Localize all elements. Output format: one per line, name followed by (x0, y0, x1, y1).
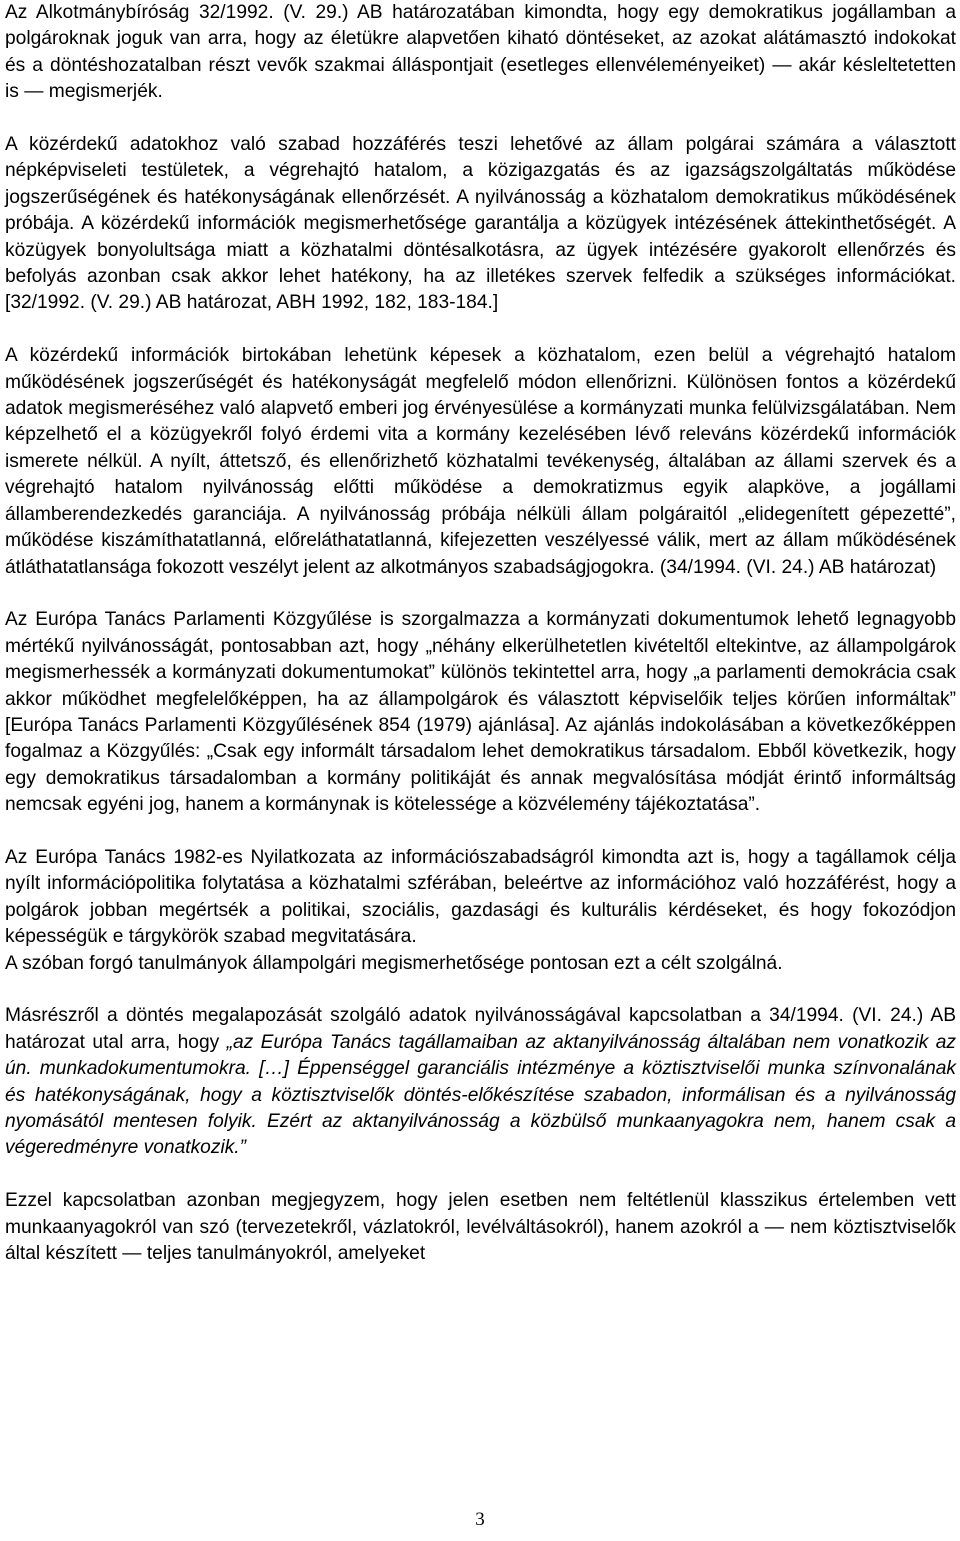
paragraph-spacer (5, 1162, 956, 1188)
paragraph-spacer (5, 106, 956, 132)
paragraph-2: A közérdekű adatokhoz való szabad hozzáférés teszi lehetővé az állam polgárai számára a választott népképviseleti testületek, a végrehajtó hatalom, a közigazgatás és az igazságszolgáltatás működése jogszerűségének és hatékonyságának ellenőrzését. A nyilvánosság a közhatalom demokratikus működésének próbája. A közérdekű információk megismerhetősége garantálja a közügyek intézésének áttekinthetőségét. A közügyek bonyolultsága miatt a közhatalmi döntésalkotásra, az ügyek intézésére gyakorolt ellenőrzés és befolyás azonban csak akkor lehet hatékony, ha az illetékes szervek felfedik a szükséges információkat. [32/1992. (V. 29.) AB határozat, ABH 1992, 182, 183-184.] (5, 134, 956, 314)
page-number: 3 (475, 1509, 485, 1530)
paragraph-spacer (5, 977, 956, 1003)
paragraph-7 (5, 1003, 956, 1161)
paragraph-6: A szóban forgó tanulmányok állampolgári megismerhetősége pontosan ezt a célt szolgálná. (5, 952, 783, 974)
paragraph-7-quote: „az Európa Tanács tagállamaiban az aktanyilvánosság általában nem vonatkozik az ún. munkadokumentumokra. […] Éppenséggel garanciális intézménye a köztisztviselői munka színvonalának és hatékonyságának, hogy a köztisztviselők döntés-előkészítése szabadon, informálisan és a nyilvánosság nyomásától mentesen folyik. Ezért az aktanyilvánosság a közbülső munkaanyagokra nem, hanem csak a végeredményre vonatkozik.” (5, 1031, 956, 1159)
paragraph-spacer (5, 581, 956, 607)
paragraph-spacer (5, 317, 956, 343)
document-page (5, 0, 956, 1267)
paragraph-7-intro: Másrészről a döntés megalapozását szolgáló adatok nyilvánosságával kapcsolatban a 34/1994. (VI. 24.) AB határozat utal arra, hogy (5, 1005, 956, 1053)
paragraph-8: Ezzel kapcsolatban azonban megjegyzem, hogy jelen esetben nem feltétlenül klasszikus értelemben vett munkaanyagokról van szó (tervezetekről, vázlatokról, levélváltásokról), hanem azokról a — nem köztisztviselők által készített — teljes tanulmányokról, amelyeket (5, 1190, 956, 1264)
paragraph-4: Az Európa Tanács Parlamenti Közgyűlése is szorgalmazza a kormányzati dokumentumok lehető legnagyobb mértékű nyilvánosságát, pontosabban azt, hogy „néhány elkerülhetetlen kivételtől eltekintve, az állampolgárok megismerhessék a kormányzati dokumentumokat” különös tekintettel arra, hogy „a parlamenti demokrácia csak akkor működhet megfelelőképpen, ha az állampolgárok és választott képviselőik teljes körűen informáltak” [Európa Tanács Parlamenti Közgyűlésének 854 (1979) ajánlása]. Az ajánlás indokolásában a következőképpen fogalmaz a Közgyűlés: „Csak egy informált társadalom lehet demokratikus társadalom. Ebből következik, hogy egy demokratikus társadalomban a kormány politikáját és annak megvalósítása módját érintő informáltság nemcsak egyéni jog, hanem a kormánynak is kötelessége a közvélemény tájékoztatása”. (5, 609, 956, 816)
paragraph-3: A közérdekű információk birtokában lehetünk képesek a közhatalom, ezen belül a végrehajtó hatalom működésének jogszerűségét és hatékonyságát megfelelő módon ellenőrizni. Különösen fontos a közérdekű adatok megismeréséhez való alapvető emberi jog érvényesülése a kormányzati munka felülvizsgálatában. Nem képzelhető el a közügyekről folyó érdemi vita a kormány kezelésében lévő releváns közérdekű információk ismerete nélkül. A nyílt, áttetsző, és ellenőrizhető közhatalmi tevékenység, általában az állami szervek és a végrehajtó hatalom nyilvánosság előtti működése a demokratizmus egyik alapköve, a jogállami államberendezkedés garanciája. A nyilvánosság próbája nélküli állam polgáraitól „elidegenített gépezetté”, működése kiszámíthatatlanná, előreláthatatlanná, kifejezetten veszélyessé válik, mert az állam működésének átláthatatlansága fokozott veszélyt jelent az alkotmányos szabadságjogokra. (34/1994. (VI. 24.) AB határozat) (5, 345, 956, 578)
paragraph-1: Az Alkotmánybíróság 32/1992. (V. 29.) AB határozatában kimondta, hogy egy demokratikus jogállamban a polgároknak joguk van arra, hogy az életükre alapvetően kiható döntéseket, az azokat alátámasztó indokokat és a döntéshozatalban részt vevők szakmai álláspontjait (esetleges ellenvéleményeiket) — akár késleltetetten is — megismerjék. (5, 2, 956, 103)
paragraph-spacer (5, 819, 956, 845)
paragraph-5: Az Európa Tanács 1982-es Nyilatkozata az információszabadságról kimondta azt is, hogy a tagállamok célja nyílt információpolitika folytatása a közhatalmi szférában, beleértve az információhoz való hozzáférést, hogy a polgárok jobban megértsék a politikai, szociális, gazdasági és kulturális kérdéseket, és hogy fokozódjon képességük e tárgykörök szabad megvitatására. (5, 846, 956, 948)
